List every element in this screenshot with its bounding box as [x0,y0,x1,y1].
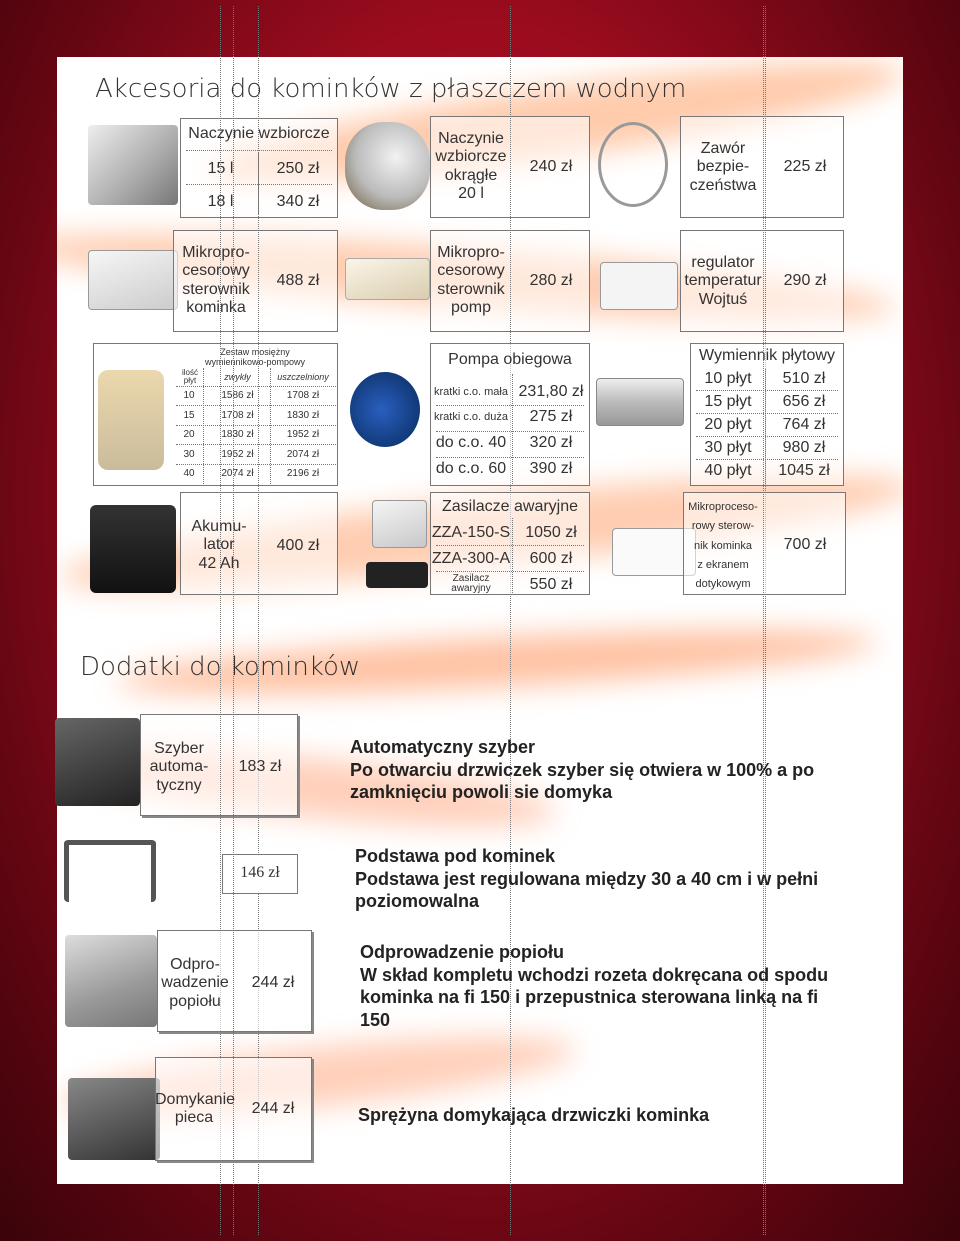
zestaw-price-zwykly: 1830 zł [221,429,254,440]
wymiennik-plates: 30 płyt [704,439,752,456]
zestaw-price-zwykly: 1952 zł [221,449,254,460]
zawor-image [598,122,668,207]
szyber-price: 183 zł [238,758,282,775]
wymiennik-title: Wymiennik płytowy [699,347,835,364]
regulator-image [600,262,678,310]
zestaw-price-uszczelniony: 1952 zł [286,429,320,440]
wymiennik-image [596,378,684,426]
naczynie-size-18: 18 l [207,193,234,210]
pompa-price: 390 zł [529,460,573,477]
sterownik-kominka-price: 488 zł [276,272,320,289]
zestaw-price-uszczelniony: 1830 zł [286,410,320,421]
wymiennik-plates: 15 płyt [704,393,752,410]
zawor-label: Zawór bezpie- czeństwa [689,140,757,194]
zestaw-price-uszczelniony: 2074 zł [286,449,320,460]
podstawa-description: Podstawa pod kominek Podstawa jest regulowana między 30 a 40 cm i w pełni poziomowalna [355,846,819,911]
wymiennik-price: 764 zł [782,416,826,433]
naczynie-price-15: 250 zł [276,160,320,177]
naczynie-label: Naczynie wzbiorcze [188,125,330,142]
zestaw-qty: 30 [183,449,195,460]
naczynie-okragle-price: 240 zł [529,158,573,175]
akumulator-price: 400 zł [276,537,320,554]
szyber-label: Szyber automa- tyczny [149,740,209,794]
wymiennik-price: 1045 zł [778,462,830,479]
zestaw-qty: 15 [183,410,195,421]
pompa-variant: kratki c.o. duża [434,411,508,423]
zestaw-qty: 40 [183,468,195,479]
wymiennik-plates: 20 płyt [704,416,752,433]
section-title-dodatki: Dodatki do kominków [80,652,361,682]
regulator-label: regulator temperatur Wojtuś [684,254,762,308]
zestaw-price-uszczelniony: 2196 zł [286,468,320,479]
wymiennik-plates: 10 płyt [704,370,752,387]
pompa-title: Pompa obiegowa [448,351,572,368]
domykanie-price: 244 zł [251,1100,295,1117]
zasilacz-price: 600 zł [529,550,573,567]
pompa-variant: kratki c.o. mała [434,386,508,398]
pompa-image [350,372,420,447]
pompa-variant: do c.o. 40 [435,434,507,451]
naczynie-okragle-image [345,122,430,210]
pompa-price: 320 zł [529,434,573,451]
podstawa-price: 146 zł [240,864,280,881]
zasilacze-title: Zasilacze awaryjne [441,498,579,515]
naczynie-image [88,125,178,205]
pompa-variant: do c.o. 60 [435,460,507,477]
sterownik-kominka-image [88,250,178,310]
odprowadzenie-label: Odpro- wadzenie popiołu [161,956,229,1010]
wymiennik-price: 980 zł [782,439,826,456]
wymiennik-plates: 40 płyt [704,462,752,479]
odprowadzenie-image [65,935,157,1027]
zestaw-qty: 10 [183,390,195,401]
zasilacz-model: ZZA-150-S [431,524,511,541]
zestaw-col-uszczelniony: uszczelniony [277,372,329,382]
sterownik-kominka-label: Mikropro- cesorowy sterownik kominka [182,244,250,317]
domykanie-image [68,1078,160,1160]
sterownik-pomp-image [345,258,430,300]
zestaw-qty: 20 [183,429,195,440]
zestaw-price-zwykly: 1708 zł [221,410,254,421]
sterownik-pomp-label: Mikropro- cesorowy sterownik pomp [437,244,505,317]
wymiennik-price: 510 zł [782,370,826,387]
naczynie-size-15: 15 l [207,160,234,177]
zasilacz-model: ZZA-300-A [431,550,511,567]
domykanie-label: Domykanie pieca [155,1091,236,1127]
zasilacz-image [372,500,427,548]
naczynie-okragle-label: Naczynie wzbiorcze okrągłe 20 l [435,130,507,203]
podstawa-image [64,840,156,902]
zasilacz-awaryjny-image [366,562,428,588]
sterownik-ekran-price: 700 zł [783,536,827,553]
section-title-akcesoria: Akcesoria do kominków z płaszczem wodnym [95,74,687,104]
pompa-price: 231,80 zł [518,383,584,400]
zestaw-price-uszczelniony: 1708 zł [286,390,320,401]
zestaw-col-zwykly: zwykły [224,372,251,382]
zasilacz-price: 550 zł [529,576,573,593]
zasilacz-model: Zasilacz awaryjny [451,573,491,594]
zestaw-price-zwykly: 1586 zł [221,390,254,401]
zestaw-title: Zestaw mosiężny wymiennikowo-pompowy [204,347,306,368]
pompa-price: 275 zł [529,408,573,425]
sterownik-ekran-label: Mikroproceso- rowy sterow- nik kominka z ekranem dotykowym [688,501,758,590]
sterownik-pomp-price: 280 zł [529,272,573,289]
zestaw-price-zwykly: 2074 zł [221,468,254,479]
regulator-price: 290 zł [783,272,827,289]
naczynie-price-18: 340 zł [276,193,320,210]
wymiennik-price: 656 zł [782,393,826,410]
zasilacz-price: 1050 zł [525,524,577,541]
szyber-description: Automatyczny szyber Po otwarciu drzwiczek szyber się otwiera w 100% a po zamknięciu powoli sie domyka [350,737,815,802]
odprowadzenie-description: Odprowadzenie popiołu W skład kompletu wchodzi rozeta dokręcana od spodu kominka na fi 150 i przepustnica sterowana linką na fi 150 [360,942,829,1030]
domykanie-description: Sprężyna domykająca drzwiczki kominka [358,1105,710,1125]
odprowadzenie-price: 244 zł [251,974,295,991]
zawor-price: 225 zł [783,158,827,175]
akumulator-label: Akumu- lator 42 Ah [191,518,247,572]
szyber-image [55,718,140,806]
akumulator-image [90,505,176,593]
zestaw-col-qty: ilość płyt [181,368,198,385]
